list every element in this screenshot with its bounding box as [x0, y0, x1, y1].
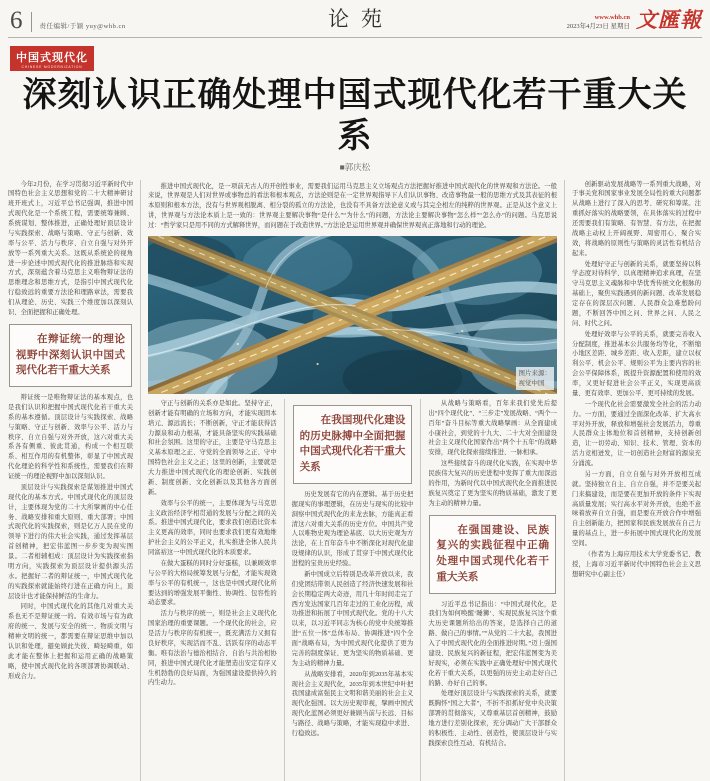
column-5 — [565, 180, 701, 781]
paragraph: 处理好效率与公平的关系，就要完善收入分配制度，推进基本公共服务均等化，不断缩小地区差距、城乡差距、收入差距，建立以权利公平、机会公平、规则公平为主要内容的社会公平保障体系，既提升资源配置和使用的效率，又更好促进社会公平正义，实现更高质量、更有效率、更加公平、更可持续的发展。 — [572, 330, 701, 397]
paragraph: 这些接续奋斗的现代化实践，在实现中华民族伟大复兴的历史进程中发挥了重大而深远的作用，为新时代以中国式现代化全面推进民族复兴奠定了更为坚实的物质基础，激发了更为主动的精神力量。 — [428, 460, 557, 507]
paragraph: 创新驱动发展战略等一系列重大战略，对于事关党和国家事业发展全局性的重大问题都从战略上进行了深入的思考、研究和筹谋。注重抓好落实的战略要领，在具体落实的过程中还需要我们有策略、有智慧、有方法，在把握战略主动权上开阔视野、周密用心、聚合实效，将战略的原则性与策略的灵活性有机结合起来。 — [572, 180, 701, 257]
article-byline: ■郭庆松 — [339, 161, 371, 172]
column-4 — [420, 399, 557, 781]
site-date-block — [567, 14, 630, 34]
date-line: 2023年4月23日 星期日 — [566, 23, 630, 31]
photo-caption-line1: 图片来源： — [518, 370, 551, 378]
paragraph: 同时，中国式现代化的其他几对重大关系也无不是辩证统一的。有效市场与有为政府的统一、发展与安全的统一、物质文明与精神文明的统一，都需要在辩证思维中加以认识和处理，避免顾此失彼、畸轻畸重，如此才能在整体上把握和运用正确的战略策略，使中国式现代化的各项部署协调联动、形成合力。 — [8, 603, 133, 680]
header-left — [10, 7, 126, 34]
column-2 — [148, 399, 284, 781]
article-headline: 深刻认识正确处理中国式现代化若干重大关系 — [22, 76, 688, 155]
header-divider — [31, 12, 32, 32]
column-4-top-text — [428, 399, 557, 509]
paragraph: 另一方面，自立自强与对外开放相互成就。坚持独立自主、自立自强，并不是要关起门来搞建设，而是要在更加开放的条件下实现高质量发展；实行高水平对外开放，也绝不意味着放弃自立自强，而是要在开放合作中增强自主创新能力，把国家和民族发展放在自己力量的基点上，进一步拓展中国式现代化的发展空间。 — [572, 470, 701, 548]
section-title: 论苑 — [328, 7, 394, 31]
paragraph: 处理好顶层设计与实践探索的关系，就要既胸怀“国之大者”，不折不扣抓好党中央决策部署的贯彻落实，又尊重基层首创精神，鼓励地方进行差别化探索，充分调动广大干部群众的积极性、主动性、创造性，使顶层设计与实践探索良性互动、有机结合。 — [428, 690, 557, 747]
column-3-text — [292, 490, 414, 739]
article-body — [8, 180, 702, 781]
section-box-1: 在辩证统一的理论视野中深刻认识中国式现代化若干重大关系 — [9, 324, 132, 387]
section-box-2: 在我国现代化建设的历史脉搏中全面把握中国式现代化若干重大关系 — [293, 405, 413, 484]
paragraph: 今年2月份，在学习贯彻习近平新时代中国特色社会主义思想和党的二十大精神研讨班开班式上，习近平总书记强调，推进中国式现代化是一个系统工程，需要统筹兼顾、系统谋划、整体推进，正确处理好顶层设计与实践探索、战略与策略、守正与创新、效率与公平、活力与秩序、自立自强与对外开放等一系列重大关系。这既从系统论的视角进一步论述中国式现代化的推进脉络和实现方式，深刻蕴含着马克思主义唯物辩证法的思维理念和思维方式，是指引中国式现代化行稳致远的重要方法论和理路章法，需要我们从理论、历史、实践三个维度加以深刻认识、全面把握和正确处理。 — [8, 180, 133, 316]
column-4-bottom-text — [428, 600, 557, 749]
column-5-text — [572, 180, 701, 549]
column-1-intro — [8, 180, 133, 318]
topic-badge — [10, 46, 94, 71]
photo-caption-line2: 视觉中国 — [518, 379, 545, 387]
lead-paragraph: 推进中国式现代化，是一项前无古人的开创性事业，需要我们运用马克思主义立场观点方法把握好推进中国式现代化的世界观和方法论。一般来说，世界观是人们对世界或事物总的看法和根本观点，方法论则是在一定世界观指导下人们认识事物、改造事物最一般的思维方式及其表征的根本原则和根本方法，没有与世界观相脱离、相分裂的孤立的方法论，也没有不具备方法论意义或与其完全相左的纯粹的世界观。正是从这个意义上讲，世界观与方法论本质上是一致的：世界观主要解决事物“是什么”“为什么”的问题，方法论主要解决事物“怎么样”“怎么办”的问题。马克思说过：“哲学家只是用不同的方式解释世界，而问题在于改造世界。”方法论是运用世界观并确保世界观真正落地和行动的理论。 — [148, 182, 557, 230]
paragraph: 历史发展有它的内在逻辑。基于历史把握现实的事理逻辑，在历史与现实的比较中洞察中国式现代化的来龙去脉，方能真正看清这六对重大关系的历史方位。中国共产党人以唯物史观为理论基底、以大历史观为方法论，在上百年奋斗中不断深化对现代化建设规律的认识，形成了贯穿于中国式现代化进程的宝贵历史经验。 — [291, 490, 414, 568]
paragraph: 一个现代化社会需要激发全社会的活力动力。一方面，要通过全面深化改革、扩大高水平对外开放，释放和增强社会发展活力，尊重人民群众主体地位和首创精神，支持创新创造，让一切劳动、知识、技术、管理、资本的活力竞相迸发，让一切创造社会财富的源泉充分涌流。 — [572, 400, 701, 468]
paragraph: 辩证统一是唯物辩证法的基本观点，也是我们认识和把握中国式现代化若干重大关系的基本遵循。顶层设计与实践探索、战略与策略、守正与创新、效率与公平、活力与秩序、自立自强与对外开放，这六对重大关系各有侧重、彼此贯通，构成一个相互联系、相互作用的有机整体，彰显了中国式现代化理论的科学性和系统性，需要我们在辩证统一的理论视野中加以深刻认识。 — [8, 394, 133, 481]
paragraph: 在做大蛋糕的同时分好蛋糕，以兼顾效率与公平的大格局统筹发展与分配，才能实现效率与公平的有机统一，这也是中国式现代化所要达到的增强发展平衡性、协调性、包容性的动态要求。 — [148, 559, 277, 607]
article-photo — [148, 236, 557, 394]
paragraph: 守正与创新的关系亦是如此。坚持守正，创新才能有明确的立场和方向，才能实现固本培元、源远流长；不断创新，守正才能获得活力源泉和动力根基，才能具备坚实的实践基础和社会氛围。这里的守正，主要是守马克思主义基本原理之正、守党的全面领导之正、守中国特色社会主义之正；这里的创新，主要就是大力推进中国式现代化的理论创新、实践创新、制度创新、文化创新以及其他各方面创新。 — [148, 399, 277, 496]
paragraph: 顶层设计与实践探索是谋划推进中国式现代化的基本方式。中国式现代化的顶层设计，主要体现为党的二十大所擘画的中心任务、战略安排和重大原则、重大部署；中国式现代化的实践探索，则是亿万人民在党的领导下进行的伟大社会实践，通过发挥基层首创精神，把宏伟蓝图一步步变为现实图景。二者相辅相成：顶层设计为实践探索指明方向，实践探索为顶层设计提供源头活水。把握好二者的辩证统一，中国式现代化的实践探索就能始终行进在正确方向上，顶层设计也才能保持鲜活的生命力。 — [8, 483, 133, 600]
column-2-text — [148, 399, 277, 688]
photo-caption — [516, 367, 555, 390]
editor-line: 责任编辑/于颖 yuy@whb.cn — [39, 23, 126, 30]
topic-badge-title: 中国式现代化 — [16, 52, 88, 64]
topic-badge-subtitle: CHINESE MODERNIZATION — [21, 65, 83, 69]
section-box-3: 在强国建设、民族复兴的实践征程中正确处理中国式现代化若干重大关系 — [429, 515, 556, 594]
page-header — [8, 6, 702, 38]
middle-lower-columns — [148, 399, 557, 781]
paragraph: 从战略安排看，2020年到2035年基本实现社会主义现代化，2035年到本世纪中叶把我国建成富强民主文明和谐美丽的社会主义现代化强国。以大历史观审视，擘画中国式现代化蓝图必须更好兼顾当前与长远、目标与路径、战略与策略，才能实现稳中求进、行稳致远。 — [291, 670, 414, 737]
page-number: 6 — [10, 7, 23, 34]
paragraph: 处理好守正与创新的关系，就要坚持以科学态度对待科学、以真理精神追求真理，在坚守马克思主义魂脉和中华优秀传统文化根脉的基础上，聚焦实践遇到的新问题、改革发展稳定存在的深层次问题、人民群众急难愁盼问题，不断回答中国之问、世界之问、人民之问、时代之问。 — [572, 260, 701, 327]
middle-columns — [141, 180, 565, 781]
interchange-photo-graphic — [148, 236, 557, 394]
paragraph: 效率与公平的统一，主要体现为与马克思主义政治经济学相贯通的发展与分配之间的关系。推进中国式现代化，要求我们创造比资本主义更高的效率，同时也要求我们更有效地维护社会主义的公平正义，扎实推进全体人民共同富裕这一中国式现代化的本质要求。 — [148, 499, 277, 557]
website-text: www.whb.cn — [594, 14, 630, 22]
paragraph: 习近平总书记指出：“中国式现代化，是我们为如何唤醒‘睡狮’、实现民族复兴这个重大历史课题所给出的答案，是选择自己的道路、做自己的事情。”“从党的二十大起，我国进入了中国式现代化的全面推进时期。”迈上强国建设、民族复兴的新征程，把宏伟蓝图变为美好现实，必须在实践中正确处理好中国式现代化若干重大关系，以更强的历史主动走好自己的路、办好自己的事。 — [428, 600, 557, 687]
paragraph: 活力与秩序的统一，则是社会主义现代化国家治理的重要课题。一个现代化的社会，应是活力与秩序的有机统一，既充满活力又拥有良好秩序，实现活而不乱、活跃有序的动态平衡。唯有法治与德治相结合、自治与共治相协同，推进中国式现代化才能塑造出安定有序又生机勃勃的良好局面，为强国建设提供持久的内生动力。 — [148, 610, 277, 687]
header-right — [567, 4, 702, 34]
paragraph: 新中国成立后特别是改革开放以来，我们党团结带领人民创造了经济快速发展和社会长期稳定两大奇迹，用几十年时间走完了西方发达国家几百年走过的工业化历程，成功推进和拓展了中国式现代化。党的十八大以来，以习近平同志为核心的党中央统筹推进“五位一体”总体布局、协调推进“四个全面”战略布局，为中国式现代化提供了更为完善的制度保证、更为坚实的物质基础、更为主动的精神力量。 — [291, 570, 414, 667]
column-1-text — [8, 393, 133, 681]
column-1 — [8, 180, 141, 781]
column-3 — [284, 399, 421, 781]
paragraph: 从战略与策略看，百年来我们党先后提出“四个现代化”、“三步走”发展战略、“两个一百年”奋斗目标等重大战略擘画：从全面建成小康社会，到党的十九大、二十大对全面建设社会主义现代化国家作出“两个十五年”的战略安排，现代化探索接续推进、一脉相承。 — [428, 399, 557, 457]
author-attribution: （作者为上海应用技术大学党委书记、教授，上海市习近平新时代中国特色社会主义思想研究中心副主任） — [572, 550, 701, 578]
masthead-logo: 文匯報 — [636, 8, 702, 32]
